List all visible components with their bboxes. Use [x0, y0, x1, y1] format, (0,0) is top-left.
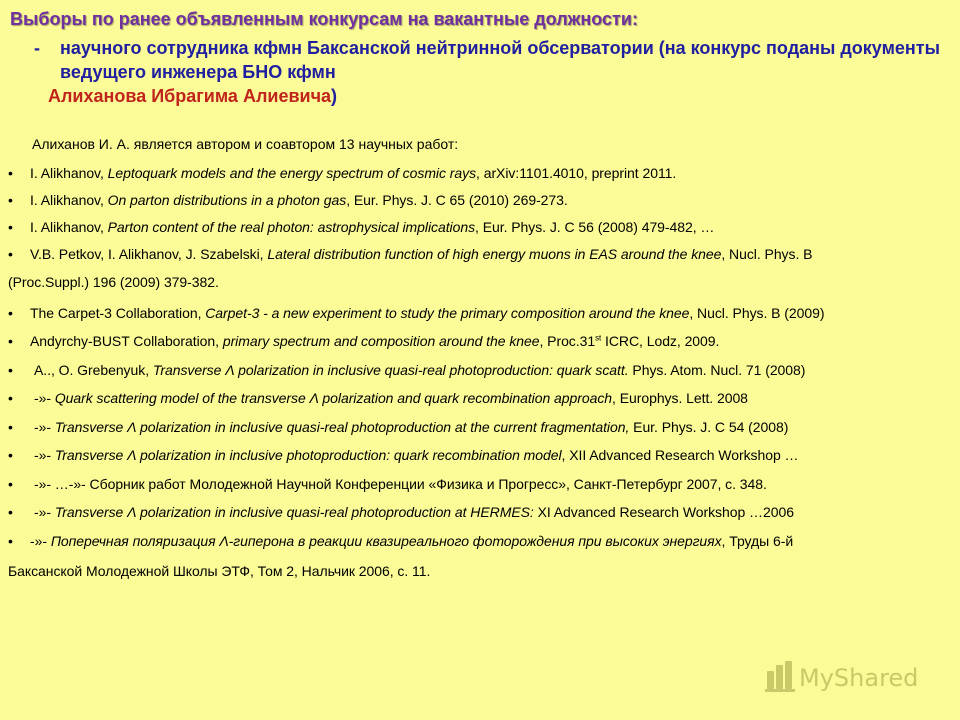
publication-item: • -»- Поперечная поляризация Λ-гиперона в реакции квазиреального фоторождения при высоких энергиях, Труды 6-й	[8, 533, 794, 549]
watermark-text: MyShared	[799, 664, 919, 692]
publication-item: • Andyrchy-BUST Collaboration, primary spectrum and composition around the knee, Proc.31st ICRC, Lodz, 2009.	[8, 333, 720, 349]
candidate-name	[48, 86, 337, 107]
slideshow-icon	[765, 661, 795, 692]
publication-item: • -»- Transverse Λ polarization in inclusive quasi-real photoproduction at the current fragmentation, Eur. Phys. J. C 54 (2008)	[8, 419, 789, 435]
publication-item: • I. Alikhanov, Leptoquark models and the energy spectrum of cosmic rays, arXiv:1101.4010, preprint 2011.	[8, 165, 677, 181]
publication-item: • -»- Quark scattering model of the transverse Λ polarization and quark recombination approach, Europhys. Lett. 2008	[8, 390, 748, 406]
closing-paren: )	[331, 86, 338, 106]
publication-item: • A.., O. Grebenyuk, Transverse Λ polarization in inclusive quasi-real photoproduction: quark scatt. Phys. Atom. Nucl. 71 (2008)	[8, 362, 806, 378]
publication-item: • The Carpet-3 Collaboration, Carpet-3 - a new experiment to study the primary composition around the knee, Nucl. Phys. B (2009)	[8, 305, 825, 321]
slide-title: Выборы по ранее объявленным конкурсам на вакантные должности:	[10, 9, 638, 29]
publication-continuation: (Proc.Suppl.) 196 (2009) 379-382.	[8, 274, 219, 290]
publication-item: • I. Alikhanov, Parton content of the real photon: astrophysical implications, Eur. Phys. J. C 56 (2008) 479-482, …	[8, 219, 715, 235]
myshared-watermark-logo	[765, 657, 925, 697]
publication-item: • -»- Transverse Λ polarization in inclusive quasi-real photoproduction at HERMES: XI Advanced Research Workshop …2006	[8, 504, 794, 520]
publication-item: • -»- …-»- Сборник работ Молодежной Научной Конференции «Физика и Прогресс», Санкт-Петербург 2007, с. 348.	[8, 476, 767, 492]
publication-item: • V.B. Petkov, I. Alikhanov, J. Szabelski, Lateral distribution function of high energy muons in EAS around the knee, Nucl. Phys. B	[8, 246, 813, 262]
publication-item: • -»- Transverse Λ polarization in inclusive photoproduction: quark recombination model, XII Advanced Research Workshop …	[8, 447, 799, 463]
publication-continuation: Баксанской Молодежной Школы ЭТФ, Том 2, Нальчик 2006, с. 11.	[8, 563, 431, 579]
publication-item: • I. Alikhanov, On parton distributions in a photon gas, Eur. Phys. J. C 65 (2010) 269-273.	[8, 192, 568, 208]
position-text: научного сотрудника кфмн Баксанской нейтринной обсерватории (на конкурс поданы документы ведущего инженера БНО кфмн	[60, 38, 940, 82]
candidate-text: Алиханова Ибрагима Алиевича	[48, 86, 332, 106]
dash-bullet: -	[34, 38, 40, 58]
position-description	[34, 36, 940, 84]
intro-text: Алиханов И. А. является автором и соавтором 13 научных работ:	[32, 136, 459, 152]
